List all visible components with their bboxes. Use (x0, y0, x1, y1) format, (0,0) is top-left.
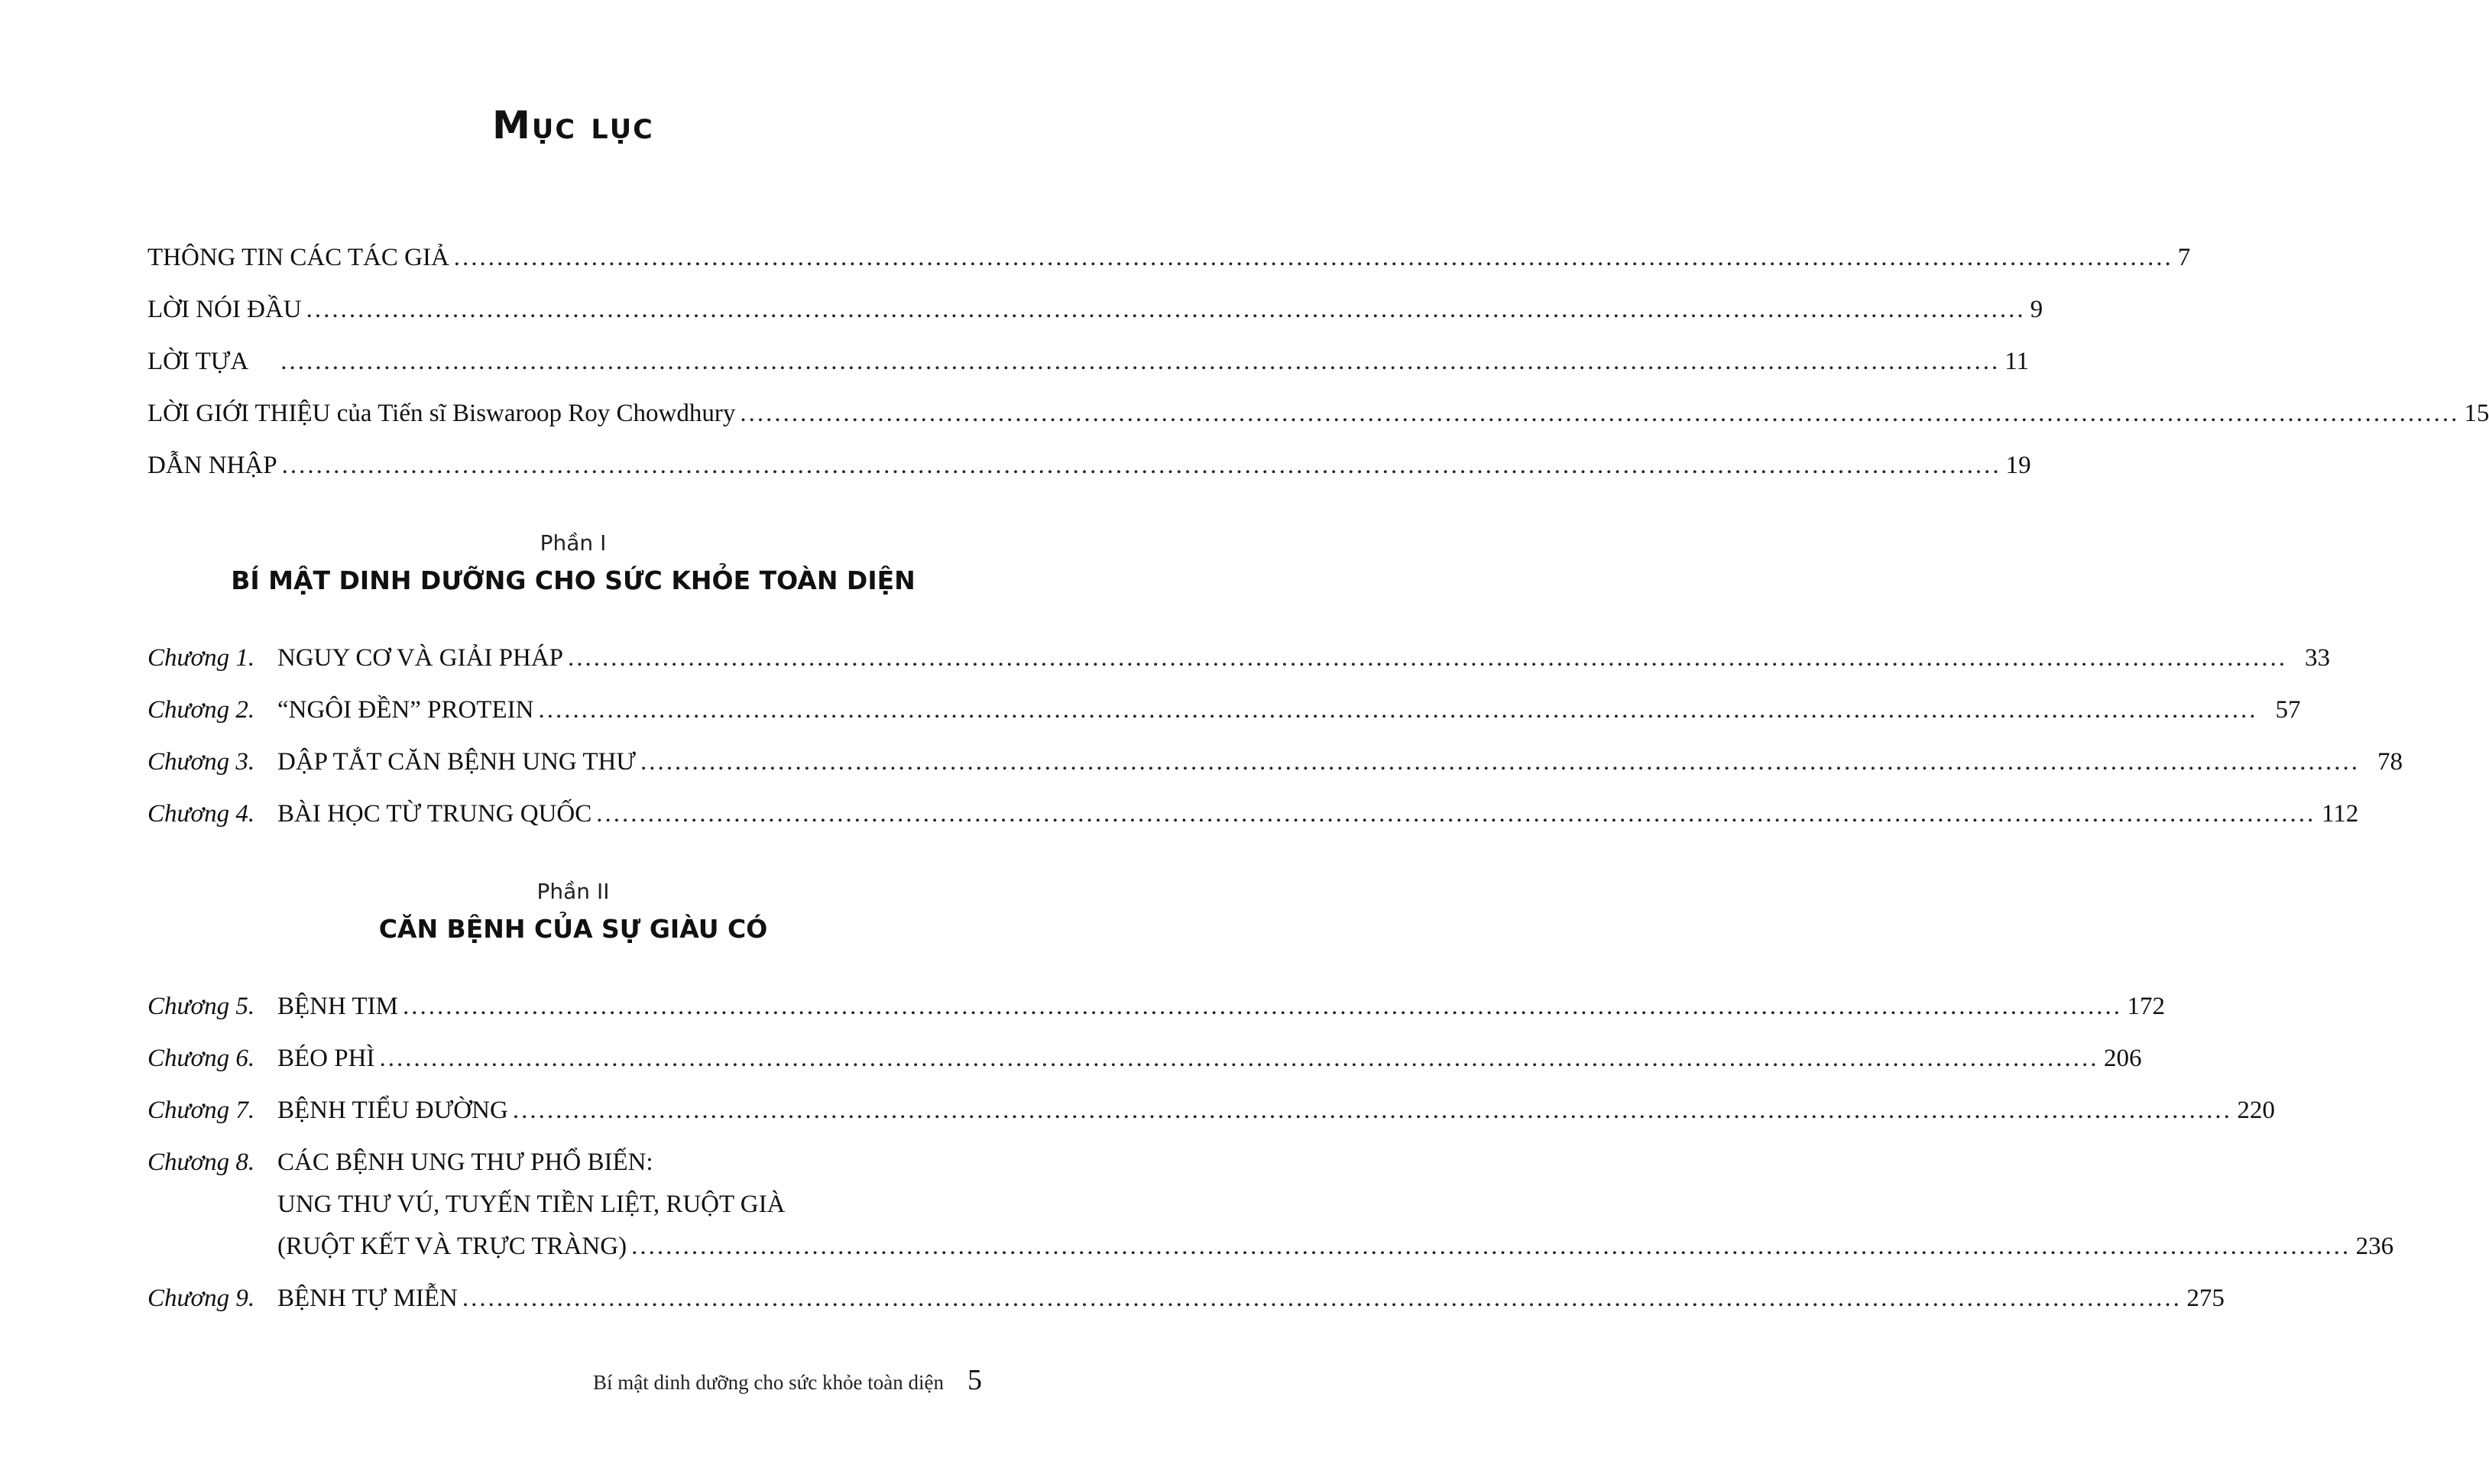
page-title: Mục lục (492, 103, 654, 147)
chapter-title: BỆNH TIỂU ĐƯỜNG (277, 1097, 508, 1124)
dot-leader: ........................................................................................................................................................................................................ (280, 348, 2001, 375)
toc-entry[interactable] (147, 446, 2031, 484)
chapter-title-line: UNG THƯ VÚ, TUYẾN TIỀN LIỆT, RUỘT GIÀ (277, 1191, 786, 1218)
toc-entry[interactable] (277, 639, 2331, 677)
dot-leader: ........................................................................................................................................................................................................ (538, 696, 2258, 724)
toc-entry[interactable] (277, 987, 2165, 1026)
toc-entry-page: 15 (2464, 400, 2489, 427)
toc-entry-page: 7 (2177, 244, 2191, 271)
chapter-title-line: CÁC BỆNH UNG THƯ PHỔ BIẾN: (277, 1149, 653, 1176)
dot-leader: ........................................................................................................................................................................................................ (306, 296, 2026, 323)
dot-leader: ........................................................................................................................................................................................................ (740, 400, 2460, 427)
toc-entry-label: THÔNG TIN CÁC TÁC GIẢ (147, 244, 449, 271)
chapter-number: Chương 6. (147, 1045, 255, 1072)
chapter-number: Chương 8. (147, 1149, 255, 1176)
page-number: 5 (967, 1364, 982, 1396)
toc-entry[interactable] (277, 1227, 2394, 1265)
chapter-title: DẬP TẮT CĂN BỆNH UNG THƯ (277, 748, 636, 776)
chapter-number: Chương 4. (147, 800, 255, 828)
dot-leader: ........................................................................................................................................................................................................ (453, 244, 2173, 271)
dot-leader: ........................................................................................................................................................................................................ (402, 993, 2122, 1020)
running-title: Bí mật dinh dưỡng cho sức khỏe toàn diện (593, 1371, 944, 1394)
chapter-number: Chương 3. (147, 748, 255, 776)
dot-leader: ........................................................................................................................................................................................................ (379, 1045, 2099, 1072)
dot-leader: ........................................................................................................................................................................................................ (596, 800, 2316, 828)
chapter-title: BỆNH TIM (277, 993, 398, 1020)
toc-entry[interactable] (277, 691, 2301, 729)
dot-leader: ........................................................................................................................................................................................................ (462, 1285, 2182, 1312)
toc-entry-page: 9 (2030, 296, 2043, 323)
toc-entry-page: 11 (2004, 348, 2030, 375)
toc-entry[interactable] (277, 1091, 2275, 1129)
chapter-number: Chương 2. (147, 696, 255, 724)
chapter-page: 206 (2103, 1045, 2142, 1072)
chapter-number: Chương 1. (147, 644, 255, 672)
chapter-title: BÀI HỌC TỪ TRUNG QUỐC (277, 800, 592, 828)
dot-leader: ........................................................................................................................................................................................................ (631, 1233, 2351, 1260)
toc-entry[interactable] (277, 1039, 2142, 1077)
chapter-page: 172 (2127, 993, 2165, 1020)
chapter-page: 220 (2237, 1097, 2275, 1124)
chapter-number: Chương 9. (147, 1285, 255, 1312)
toc-entry-label: LỜI TỰA (147, 348, 249, 375)
chapter-title-line: (RUỘT KẾT VÀ TRỰC TRÀNG) (277, 1233, 627, 1260)
chapter-page: 275 (2186, 1285, 2225, 1312)
toc-entry[interactable] (147, 342, 2030, 381)
part-label: Phần II (536, 879, 610, 904)
chapter-title: “NGÔI ĐỀN” PROTEIN (277, 696, 534, 724)
chapter-title: BỆNH TỰ MIỄN (277, 1285, 458, 1312)
chapter-page: 57 (2275, 696, 2301, 724)
toc-entry-label: DẪN NHẬP (147, 452, 277, 479)
toc-entry-page: 19 (2005, 452, 2031, 479)
chapter-page: 236 (2355, 1233, 2394, 1260)
toc-entry[interactable] (147, 238, 2191, 277)
part-title: CĂN BỆNH CỦA SỰ GIÀU CÓ (378, 914, 768, 944)
dot-leader: ........................................................................................................................................................................................................ (640, 748, 2360, 776)
toc-entry-label: LỜI GIỚI THIỆU của Tiến sĩ Biswaroop Roy Chowdhury (147, 400, 736, 427)
toc-entry[interactable] (147, 394, 2489, 433)
chapter-page: 78 (2377, 748, 2403, 776)
chapter-title: NGUY CƠ VÀ GIẢI PHÁP (277, 644, 564, 672)
chapter-page: 112 (2321, 800, 2359, 828)
dot-leader: ........................................................................................................................................................................................................ (512, 1097, 2232, 1124)
toc-entry[interactable] (277, 743, 2403, 781)
chapter-page: 33 (2305, 644, 2331, 672)
chapter-number: Chương 7. (147, 1097, 255, 1124)
part-title: BÍ MẬT DINH DƯỠNG CHO SỨC KHỎE TOÀN DIỆN (231, 565, 916, 595)
part-label: Phần I (540, 530, 607, 556)
chapter-title: BÉO PHÌ (277, 1045, 375, 1072)
dot-leader: ........................................................................................................................................................................................................ (281, 452, 2001, 479)
toc-entry-label: LỜI NÓI ĐẦU (147, 296, 302, 323)
toc-entry[interactable] (277, 795, 2359, 833)
toc-entry[interactable] (147, 290, 2043, 329)
toc-entry[interactable] (277, 1279, 2225, 1317)
dot-leader: ........................................................................................................................................................................................................ (568, 644, 2288, 672)
chapter-number: Chương 5. (147, 993, 255, 1020)
